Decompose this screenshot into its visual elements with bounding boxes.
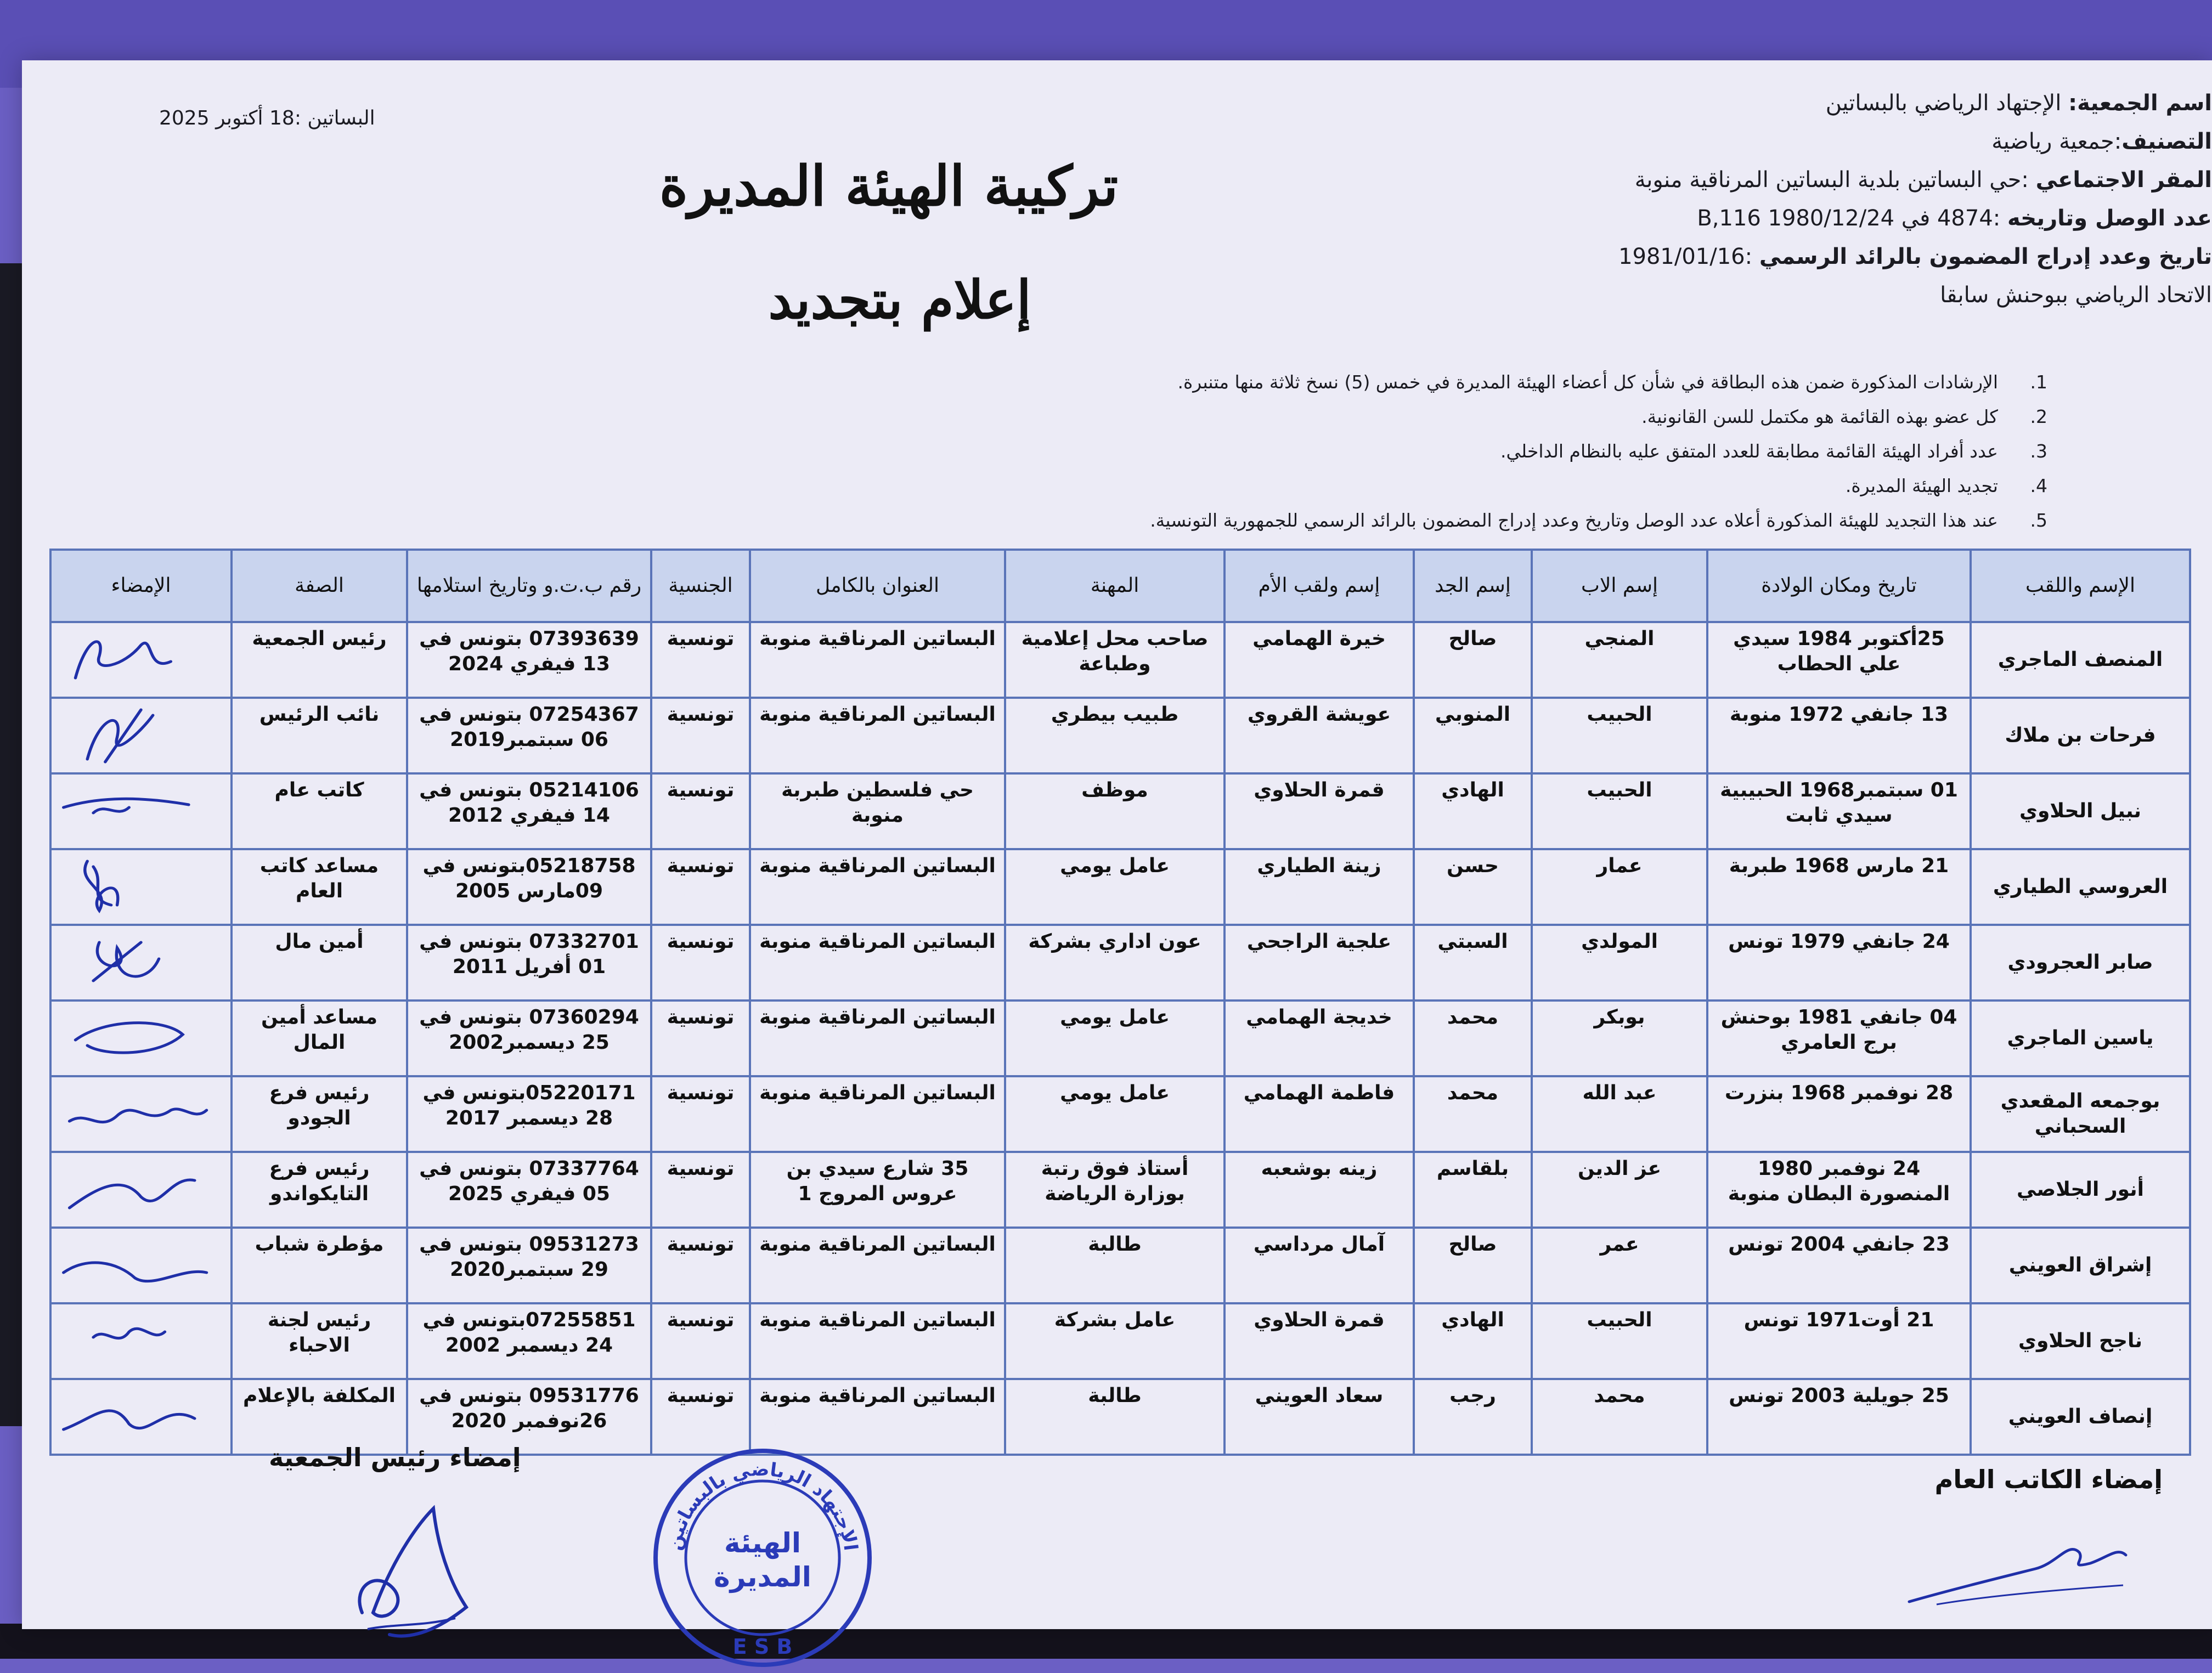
cell-signature — [50, 773, 232, 849]
cell-father: عمار — [1532, 849, 1707, 925]
cell-address: البساتين المرناقية منوبة — [750, 1228, 1005, 1303]
member-signature — [52, 775, 230, 840]
cell-birth: 24 نوفمبر 1980 المنصورة البطان منوبة — [1707, 1152, 1971, 1228]
cell-job: عامل يومي — [1005, 849, 1224, 925]
cell-mother: خديجة الهمامي — [1224, 1001, 1414, 1076]
column-header: الجنسية — [651, 550, 750, 622]
cell-mother: سعاد العويني — [1224, 1379, 1414, 1455]
column-header: إسم ولقب الأم — [1224, 550, 1414, 622]
former-name-line: الاتحاد الرياضي ببوحنش سابقا — [1940, 282, 2212, 308]
cell-role: رئيس الجمعية — [232, 622, 407, 698]
member-signature — [52, 1002, 230, 1067]
cell-role: مساعد أمين المال — [232, 1001, 407, 1076]
note-text: عدد أفراد الهيئة القائمة مطابقة للعدد المتفق عليه بالنظام الداخلي. — [1500, 440, 1998, 462]
cell-grandfather: بلقاسم — [1414, 1152, 1532, 1228]
cell-father: محمد — [1532, 1379, 1707, 1455]
column-header: العنوان بالكامل — [750, 550, 1005, 622]
cell-role: مساعد كاتب العام — [232, 849, 407, 925]
cell-mother: قمرة الحلاوي — [1224, 1303, 1414, 1379]
cell-role: رئيس لجنة الاحباء — [232, 1303, 407, 1379]
cell-name: بوجمعه المقعدي السحباني — [1971, 1076, 2190, 1152]
column-header: المهنة — [1005, 550, 1224, 622]
note-number: 4. — [2030, 475, 2047, 496]
table-header-row — [50, 550, 2190, 622]
table-row — [50, 622, 2190, 698]
cell-nationality: تونسية — [651, 849, 750, 925]
cell-address: البساتين المرناقية منوبة — [750, 1303, 1005, 1379]
cell-father: المنجي — [1532, 622, 1707, 698]
receipt-number-line: عدد الوصل وتاريخه :4874 في 1980/12/24 B,116 — [1697, 206, 2212, 231]
cell-id: 05218758بتونس في 09مارس 2005 — [407, 849, 651, 925]
note-item — [1150, 503, 2047, 538]
cell-id: 07255851بتونس في 24 ديسمبر 2002 — [407, 1303, 651, 1379]
cell-grandfather: محمد — [1414, 1001, 1532, 1076]
table-row — [50, 698, 2190, 773]
cell-grandfather: المنوبي — [1414, 698, 1532, 773]
classification-line: التصنيف:جمعية رياضية — [1991, 129, 2212, 154]
cell-job: عامل يومي — [1005, 1076, 1224, 1152]
cell-nationality: تونسية — [651, 622, 750, 698]
cell-job: صاحب محل إعلامية وطباعة — [1005, 622, 1224, 698]
note-text: الإرشادات المذكورة ضمن هذه البطاقة في شأن كل أعضاء الهيئة المديرة في خمس (5) نسخ ثلاثة منها متنبرة. — [1177, 371, 1998, 393]
cell-role: أمين مال — [232, 925, 407, 1001]
member-signature — [52, 1380, 230, 1446]
document-date: البساتين :18 أكتوبر 2025 — [159, 107, 375, 129]
cell-nationality: تونسية — [651, 1303, 750, 1379]
table-row — [50, 1152, 2190, 1228]
note-text: كل عضو بهذه القائمة هو مكتمل للسن القانونية. — [1641, 406, 1998, 427]
cell-grandfather: رجب — [1414, 1379, 1532, 1455]
secretary-signature — [1904, 1508, 2134, 1618]
note-number: 2. — [2030, 406, 2047, 427]
cell-birth: 21 أوت1971 تونس — [1707, 1303, 1971, 1379]
note-number: 3. — [2030, 440, 2047, 462]
cell-nationality: تونسية — [651, 1001, 750, 1076]
cell-name: صابر العجرودي — [1971, 925, 2190, 1001]
cell-name: أنور الجلاصي — [1971, 1152, 2190, 1228]
cell-birth: 28 نوفمبر 1968 بنزرت — [1707, 1076, 1971, 1152]
cell-address: حي فلسطين طبربة منوبة — [750, 773, 1005, 849]
cell-address: البساتين المرناقية منوبة — [750, 925, 1005, 1001]
column-header: الصفة — [232, 550, 407, 622]
president-signature — [329, 1487, 494, 1651]
cell-name: العروسي الطياري — [1971, 849, 2190, 925]
cell-nationality: تونسية — [651, 1076, 750, 1152]
cell-father: المولدي — [1532, 925, 1707, 1001]
column-header: تاريخ ومكان الولادة — [1707, 550, 1971, 622]
cell-signature — [50, 698, 232, 773]
cell-id: 07393639 بتونس في 13 فيفري 2024 — [407, 622, 651, 698]
note-item — [1150, 365, 2047, 399]
cell-id: 05220171بتونس في 28 ديسمبر 2017 — [407, 1076, 651, 1152]
cell-mother: زينة الطياري — [1224, 849, 1414, 925]
cell-mother: خيرة الهمامي — [1224, 622, 1414, 698]
member-signature — [52, 699, 230, 765]
cell-id: 09531776 بتونس في 26نوفمبر 2020 — [407, 1379, 651, 1455]
cell-job: طالبة — [1005, 1228, 1224, 1303]
cell-nationality: تونسية — [651, 773, 750, 849]
cell-birth: 04 جانفي 1981 بوحنش برج العامري — [1707, 1001, 1971, 1076]
member-signature — [52, 623, 230, 689]
cell-signature — [50, 1152, 232, 1228]
cell-name: المنصف الماجري — [1971, 622, 2190, 698]
table-row — [50, 1076, 2190, 1152]
cell-id: 09531273 بتونس في 29 سبتمبر2020 — [407, 1228, 651, 1303]
cell-name: نبيل الحلاوي — [1971, 773, 2190, 849]
cell-id: 05214106 بتونس في 14 فيفري 2012 — [407, 773, 651, 849]
cell-father: عز الدين — [1532, 1152, 1707, 1228]
cell-name: إنصاف العويني — [1971, 1379, 2190, 1455]
cell-father: الحبيب — [1532, 698, 1707, 773]
note-item — [1150, 434, 2047, 468]
cell-role: مؤطرة شباب — [232, 1228, 407, 1303]
cell-mother: قمرة الحلاوي — [1224, 773, 1414, 849]
cell-birth: 24 جانفي 1979 تونس — [1707, 925, 1971, 1001]
cell-job: عون اداري بشركة — [1005, 925, 1224, 1001]
notes-list — [1150, 365, 2047, 538]
table-row — [50, 1303, 2190, 1379]
cell-signature — [50, 925, 232, 1001]
cell-job: موظف — [1005, 773, 1224, 849]
stamp-center-line1: الهيئة — [724, 1527, 802, 1559]
page-title: تركيبة الهيئة المديرة — [659, 154, 1119, 218]
cell-grandfather: صالح — [1414, 1228, 1532, 1303]
column-header: الإمضاء — [50, 550, 232, 622]
cell-id: 07332701 بتونس في 01 أفريل 2011 — [407, 925, 651, 1001]
cell-name: فرحات بن ملاك — [1971, 698, 2190, 773]
column-header: الإسم واللقب — [1971, 550, 2190, 622]
cell-grandfather: محمد — [1414, 1076, 1532, 1152]
table-row — [50, 1228, 2190, 1303]
member-signature — [52, 1304, 230, 1370]
cell-address: البساتين المرناقية منوبة — [750, 1076, 1005, 1152]
cell-mother: فاطمة الهمامي — [1224, 1076, 1414, 1152]
cell-role: رئيس فرع التايكواندو — [232, 1152, 407, 1228]
cell-signature — [50, 1303, 232, 1379]
cell-nationality: تونسية — [651, 1379, 750, 1455]
cell-nationality: تونسية — [651, 925, 750, 1001]
cell-role: كاتب عام — [232, 773, 407, 849]
cell-grandfather: صالح — [1414, 622, 1532, 698]
note-text: عند هذا التجديد للهيئة المذكورة أعلاه عدد الوصل وتاريخ وعدد إدراج المضمون بالرائد الرسمي للجمهورية التونسية. — [1150, 510, 1998, 531]
cell-address: البساتين المرناقية منوبة — [750, 1379, 1005, 1455]
cell-name: ياسين الماجري — [1971, 1001, 2190, 1076]
table-row — [50, 925, 2190, 1001]
cell-mother: عويشة القروي — [1224, 698, 1414, 773]
headquarters-line: المقر الاجتماعي :حي البساتين بلدية البساتين المرناقية منوبة — [1634, 167, 2212, 193]
cell-id: 07254367 بتونس في 06 سبتمبر2019 — [407, 698, 651, 773]
board-members-table — [49, 549, 2191, 1456]
member-signature — [52, 926, 230, 992]
note-number: 5. — [2030, 510, 2047, 531]
cell-mother: زينه بوشعبه — [1224, 1152, 1414, 1228]
association-stamp — [647, 1443, 878, 1673]
cell-address: البساتين المرناقية منوبة — [750, 622, 1005, 698]
cell-signature — [50, 1228, 232, 1303]
cell-role: نائب الرئيس — [232, 698, 407, 773]
table-row — [50, 849, 2190, 925]
cell-birth: 13 جانفي 1972 منوبة — [1707, 698, 1971, 773]
table-row — [50, 773, 2190, 849]
table-body — [50, 622, 2190, 1455]
cell-father: عبد الله — [1532, 1076, 1707, 1152]
member-signature — [52, 1077, 230, 1143]
cell-id: 07360294 بتونس في 25 ديسمبر2002 — [407, 1001, 651, 1076]
official-gazette-line: تاريخ وعدد إدراج المضمون بالرائد الرسمي :1981/01/16 — [1618, 244, 2212, 269]
cell-job: طبيب بيطري — [1005, 698, 1224, 773]
note-item — [1150, 399, 2047, 434]
cell-job: عامل يومي — [1005, 1001, 1224, 1076]
table-row — [50, 1001, 2190, 1076]
cell-birth: 25أكتوبر 1984 سيدي علي الحطاب — [1707, 622, 1971, 698]
note-text: تجديد الهيئة المديرة. — [1845, 475, 1998, 496]
secretary-signature-label: إمضاء الكاتب العام — [1934, 1465, 2163, 1494]
cell-nationality: تونسية — [651, 698, 750, 773]
cell-nationality: تونسية — [651, 1152, 750, 1228]
column-header: رقم ب.ت.و وتاريخ استلامها — [407, 550, 651, 622]
association-name-line: اسم الجمعية: الإجتهاد الرياضي بالبساتين — [1825, 91, 2212, 116]
cell-birth: 25 جويلية 2003 تونس — [1707, 1379, 1971, 1455]
cell-mother: علجية الراجحي — [1224, 925, 1414, 1001]
cell-name: إشراق العويني — [1971, 1228, 2190, 1303]
cell-job: عامل بشركة — [1005, 1303, 1224, 1379]
cell-address: 35 شارع سيدي بن عروس المروج 1 — [750, 1152, 1005, 1228]
cell-mother: آمال مرداسي — [1224, 1228, 1414, 1303]
note-number: 1. — [2030, 371, 2047, 393]
cell-id: 07337764 بتونس في 05 فيفري 2025 — [407, 1152, 651, 1228]
cell-father: عمر — [1532, 1228, 1707, 1303]
president-signature-label: إمضاء رئيس الجمعية — [269, 1443, 521, 1472]
stamp-top-text: الإجتهاد الرياضي بالبساتين — [663, 1458, 862, 1552]
stamp-bottom-text: E S B — [732, 1635, 793, 1659]
cell-signature — [50, 1379, 232, 1455]
cell-signature — [50, 1001, 232, 1076]
cell-father: الحبيب — [1532, 1303, 1707, 1379]
stamp-center-line2: المديرة — [714, 1561, 811, 1593]
member-signature — [52, 850, 230, 916]
cell-father: الحبيب — [1532, 773, 1707, 849]
cell-job: طالبة — [1005, 1379, 1224, 1455]
note-item — [1150, 468, 2047, 503]
cell-address: البساتين المرناقية منوبة — [750, 698, 1005, 773]
cell-birth: 21 مارس 1968 طبربة — [1707, 849, 1971, 925]
column-header: إسم الاب — [1532, 550, 1707, 622]
column-header: إسم الجد — [1414, 550, 1532, 622]
cell-signature — [50, 849, 232, 925]
cell-address: البساتين المرناقية منوبة — [750, 1001, 1005, 1076]
cell-grandfather: الهادي — [1414, 1303, 1532, 1379]
document-page — [22, 60, 2212, 1659]
cell-father: بوبكر — [1532, 1001, 1707, 1076]
member-signature — [52, 1229, 230, 1295]
cell-job: أستاذ فوق رتبة بوزارة الرياضة — [1005, 1152, 1224, 1228]
cell-grandfather: السبتي — [1414, 925, 1532, 1001]
cell-role: المكلفة بالإعلام — [232, 1379, 407, 1455]
cell-grandfather: حسن — [1414, 849, 1532, 925]
cell-birth: 01 سبتمبر1968 الحبيبية سيدي ثابت — [1707, 773, 1971, 849]
cell-role: رئيس فرع الجودو — [232, 1076, 407, 1152]
cell-name: ناجح الحلاوي — [1971, 1303, 2190, 1379]
cell-signature — [50, 622, 232, 698]
cell-address: البساتين المرناقية منوبة — [750, 849, 1005, 925]
cell-birth: 23 جانفي 2004 تونس — [1707, 1228, 1971, 1303]
cell-grandfather: الهادي — [1414, 773, 1532, 849]
cell-signature — [50, 1076, 232, 1152]
member-signature — [52, 1153, 230, 1219]
page-subtitle: إعلام بتجديد — [768, 269, 1031, 331]
cell-nationality: تونسية — [651, 1228, 750, 1303]
